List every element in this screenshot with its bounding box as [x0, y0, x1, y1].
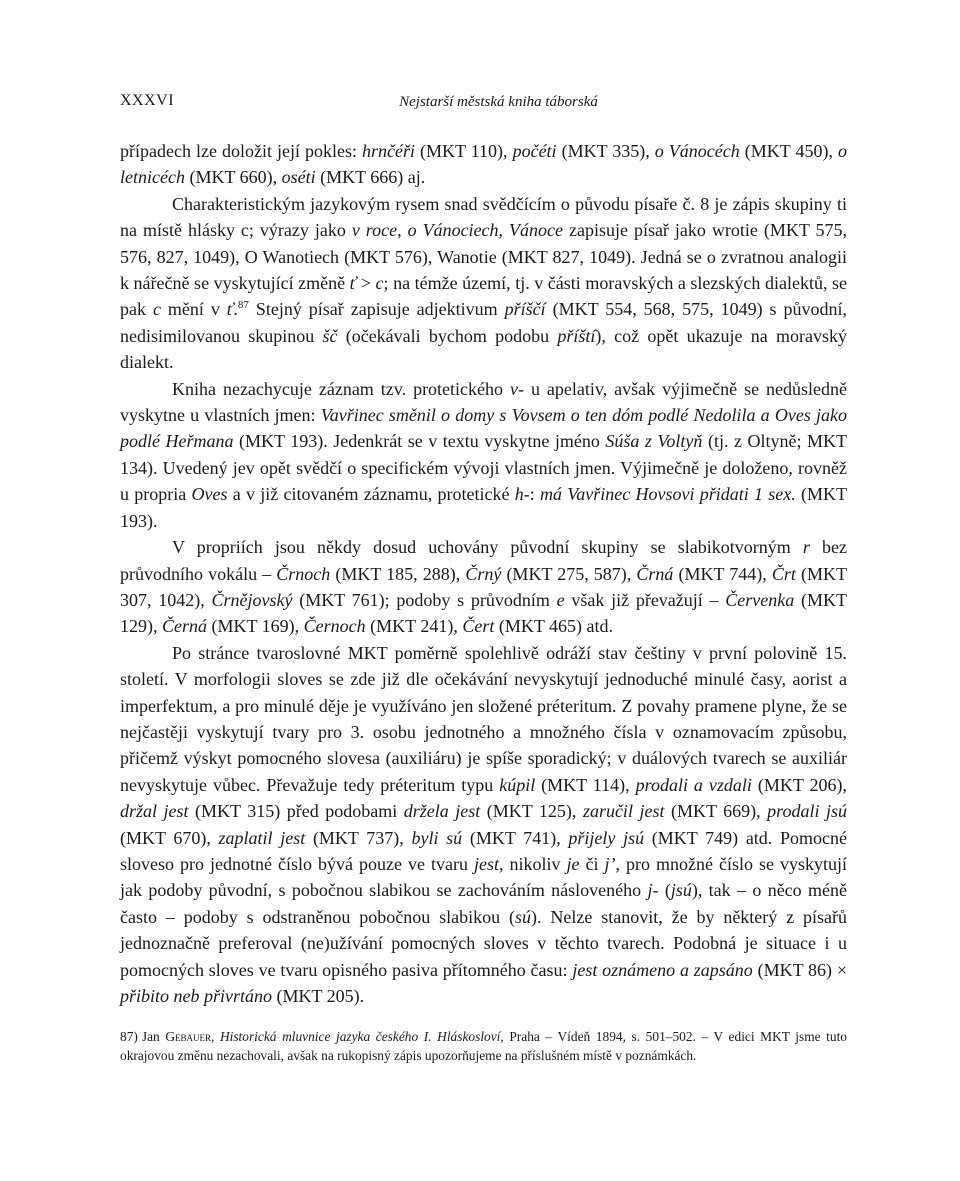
- body-text: [120, 138, 847, 1009]
- text-run: Stejný písař zapisuje adjektivum: [248, 299, 505, 320]
- text-run: mění v: [160, 299, 227, 320]
- italic-text: h-: [514, 484, 530, 505]
- text-run: či: [579, 853, 605, 874]
- italic-text: Súša z Voltyň: [605, 431, 703, 452]
- text-run: (MKT 193). Jedenkrát se v textu vyskytne jméno: [233, 431, 606, 452]
- text-run: ), což opět ukazuje na moravský dialekt.: [120, 325, 847, 373]
- text-run: (MKT 554, 568, 575, 1049) s původní, nedisimilovanou skupinou: [120, 299, 847, 346]
- italic-text: Historická mluvnice jazyka českého I. Hláskosloví: [219, 1029, 501, 1044]
- italic-text: přibito neb přivrtáno: [120, 986, 272, 1006]
- italic-text: Oves: [191, 484, 228, 505]
- italic-text: e: [556, 589, 565, 610]
- page-number: XXXVI: [120, 92, 175, 109]
- text-run: (MKT 129),: [120, 589, 847, 637]
- text-run: Kniha nezachycuje záznam tzv. protetického: [172, 378, 510, 399]
- italic-text: šč: [322, 325, 338, 346]
- text-run: ,: [210, 1029, 220, 1044]
- italic-text: oséti: [281, 167, 316, 188]
- text-run: (MKT 749) atd. Pomocné sloveso pro jednotné číslo bývá pouze ve tvaru: [120, 827, 847, 874]
- italic-text: Črný: [465, 563, 502, 584]
- text-run: u apelativ, avšak výjimečně se nedůsledně vyskytne u vlastních jmen:: [120, 378, 847, 426]
- text-run: :: [529, 484, 540, 505]
- italic-text: v roce, o Vánociech, Vánoce: [351, 220, 563, 241]
- text-run: (MKT 741),: [462, 827, 569, 848]
- text-run: , nikoliv: [498, 853, 567, 874]
- italic-text: c: [152, 299, 161, 320]
- italic-text: Černoch: [303, 616, 366, 637]
- italic-text: ť: [349, 273, 357, 294]
- italic-text: kúpil: [499, 774, 536, 795]
- italic-text: Čert: [462, 616, 495, 637]
- italic-text: jest oznámeno a zapsáno: [572, 959, 753, 980]
- italic-text: v-: [510, 378, 524, 399]
- italic-text: Črnějovský: [211, 589, 293, 610]
- text-run: (MKT 86) ×: [752, 959, 847, 980]
- running-title: Nejstarší městská kniha táborská: [399, 94, 598, 110]
- paragraph: [120, 138, 847, 191]
- paragraph: [120, 534, 847, 640]
- italic-text: Črnoch: [276, 563, 331, 584]
- footnote-mark: 87): [120, 1029, 138, 1044]
- text-run: Jan: [141, 1029, 166, 1044]
- italic-text: Červenka: [725, 589, 795, 610]
- text-run: však již převažují –: [564, 589, 726, 610]
- text-run: (MKT 206),: [751, 774, 847, 795]
- italic-text: přijely jsú: [568, 827, 645, 848]
- text-run: (MKT 114),: [535, 774, 636, 795]
- italic-text: Vavřinec směnil o domy s Vovsem o ten dóm podlé Nedolila a Oves jako podlé Heřmana: [120, 405, 847, 452]
- text-run: (MKT 335),: [556, 141, 655, 161]
- text-run: ). Nelze stanovit, že by některý z písařů jednoznačně preferoval (ne)užívání pomocných sloves v těchto tvarech. Podobná je situace i u pomocných sloves ve tvaru opisného pasiva přítomného času:: [120, 906, 848, 980]
- text-run: bez průvodního vokálu –: [120, 537, 847, 584]
- italic-text: držal jest: [120, 801, 189, 822]
- text-run: (MKT 315) před podobami: [188, 801, 404, 822]
- paragraph: [120, 640, 847, 1010]
- text-run: (MKT 737),: [305, 827, 412, 848]
- text-run: .: [233, 299, 238, 320]
- text-run: (MKT 241),: [365, 616, 463, 637]
- text-run: a v již citovaném záznamu, protetické: [227, 484, 515, 505]
- text-run: V propriích jsou někdy dosud uchovány původní skupiny se slabikotvorným: [172, 537, 803, 558]
- text-run: (: [658, 880, 671, 901]
- text-run: , pro množné číslo se vyskytují jak podoby původní, s pobočnou slabikou se zachováním násloveného: [120, 853, 847, 901]
- text-run: (MKT 744),: [673, 563, 772, 584]
- italic-text: Černá: [162, 616, 207, 637]
- italic-text: jest: [473, 853, 499, 874]
- text-run: (MKT 666) aj.: [315, 167, 426, 188]
- italic-text: j-: [647, 880, 659, 901]
- footnote-87: [120, 1027, 847, 1065]
- text-run: (MKT 465) atd.: [494, 616, 614, 637]
- italic-text: j’: [604, 853, 616, 874]
- text-run: (očekávali bychom podobu: [337, 325, 558, 346]
- text-run: (MKT 205).: [272, 986, 365, 1006]
- italic-text: Črt: [771, 563, 796, 584]
- text-run: (MKT 193).: [120, 484, 848, 531]
- text-run: (MKT 669),: [664, 801, 768, 822]
- text-run: (MKT 761); podoby s průvodním: [292, 589, 557, 610]
- text-run: (MKT 169),: [207, 616, 304, 637]
- text-run: případech lze doložit její pokles:: [120, 141, 363, 161]
- text-run: (MKT 670),: [120, 827, 219, 848]
- footnote-ref: 87: [237, 299, 249, 312]
- italic-text: má Vavřinec Hovsovi přidati 1 sex.: [539, 484, 796, 505]
- small-caps-text: Gebauer: [165, 1029, 211, 1044]
- text-run: (tj. z Oltyně; MKT 134). Uvedený jev opět svědčí o specifickém vývoji vlastních jmen. Výjimečně je doloženo, rovněž u propria: [120, 431, 847, 505]
- italic-text: o Vánocéch: [654, 141, 740, 161]
- page: [120, 92, 847, 1009]
- italic-text: c: [375, 273, 384, 294]
- text-run: ), tak – o něco méně často – podoby s odstraněnou pobočnou slabikou (: [120, 880, 847, 927]
- text-run: zapisuje písař jako wrotie (MKT 575, 576, 827, 1049), O Wanotiech (MKT 576), Wanotie (MKT 827, 1049). Jedná se o zvratnou analogii k nářečně se vyskytující změně: [120, 220, 847, 294]
- italic-text: hrnčéři: [362, 141, 416, 161]
- text-run: >: [356, 273, 376, 294]
- italic-text: r: [802, 537, 810, 558]
- italic-text: zaplatil jest: [218, 827, 306, 848]
- running-header: [120, 92, 847, 118]
- text-run: (MKT 450),: [739, 141, 838, 161]
- italic-text: je: [566, 853, 580, 874]
- text-run: (MKT 185, 288),: [330, 563, 466, 584]
- italic-text: příští: [557, 325, 596, 346]
- italic-text: zaručil jest: [582, 801, 665, 822]
- footnotes: [120, 1027, 847, 1065]
- text-run: ; na témže území, tj. v části moravských a slezských dialektů, se pak: [120, 273, 847, 320]
- italic-text: ť: [226, 299, 234, 320]
- text-run: (MKT 660),: [184, 167, 282, 188]
- paragraph: [120, 191, 847, 376]
- italic-text: prodali jsú: [767, 801, 848, 822]
- paragraph: [120, 376, 847, 534]
- text-run: , Praha – Vídeň 1894, s. 501–502. – V edici MKT jsme tuto okrajovou změnu nezachovali, avšak na rukopisný zápis upozorňujeme na příslušném místě v poznámkách.: [120, 1029, 848, 1063]
- italic-text: sú: [515, 906, 532, 927]
- italic-text: jsú: [670, 880, 692, 901]
- text-run: (MKT 307, 1042),: [120, 563, 847, 610]
- text-run: Po stránce tvaroslovné MKT poměrně spolehlivě odráží stav češtiny v první polovině 15. století. V morfologii sloves se zde již dle očekávání nevyskytují jednoduché minulé časy, aorist a imperfektum, a pro minulé děje je využíváno jen složené préteritum. Z povahy pramene plyne, že se nejčastěji vyskytují tvary pro 3. osobu jednotného a množného čísla v oznamovacím způsobu, přičemž výskyt pomocného slovesa (auxiliáru) je spíše sporadický; v duálových tvarech se auxiliár nevyskytuje vůbec. Převažuje tedy préteritum typu: [120, 642, 847, 795]
- italic-text: byli sú: [411, 827, 463, 848]
- text-run: (MKT 275, 587),: [501, 563, 637, 584]
- italic-text: o letnicéch: [120, 141, 847, 188]
- text-run: (MKT 125),: [480, 801, 583, 822]
- italic-text: držela jest: [403, 801, 481, 822]
- text-run: Charakteristickým jazykovým rysem snad svědčícím o původu písaře č. 8 je zápis skupiny ti na místě hlásky c; výrazy jako: [120, 193, 847, 241]
- text-run: (MKT 110),: [415, 141, 513, 161]
- italic-text: Črná: [636, 563, 674, 584]
- italic-text: počéti: [512, 141, 557, 161]
- italic-text: prodali a vzdali: [635, 774, 752, 795]
- italic-text: příščí: [504, 299, 546, 320]
